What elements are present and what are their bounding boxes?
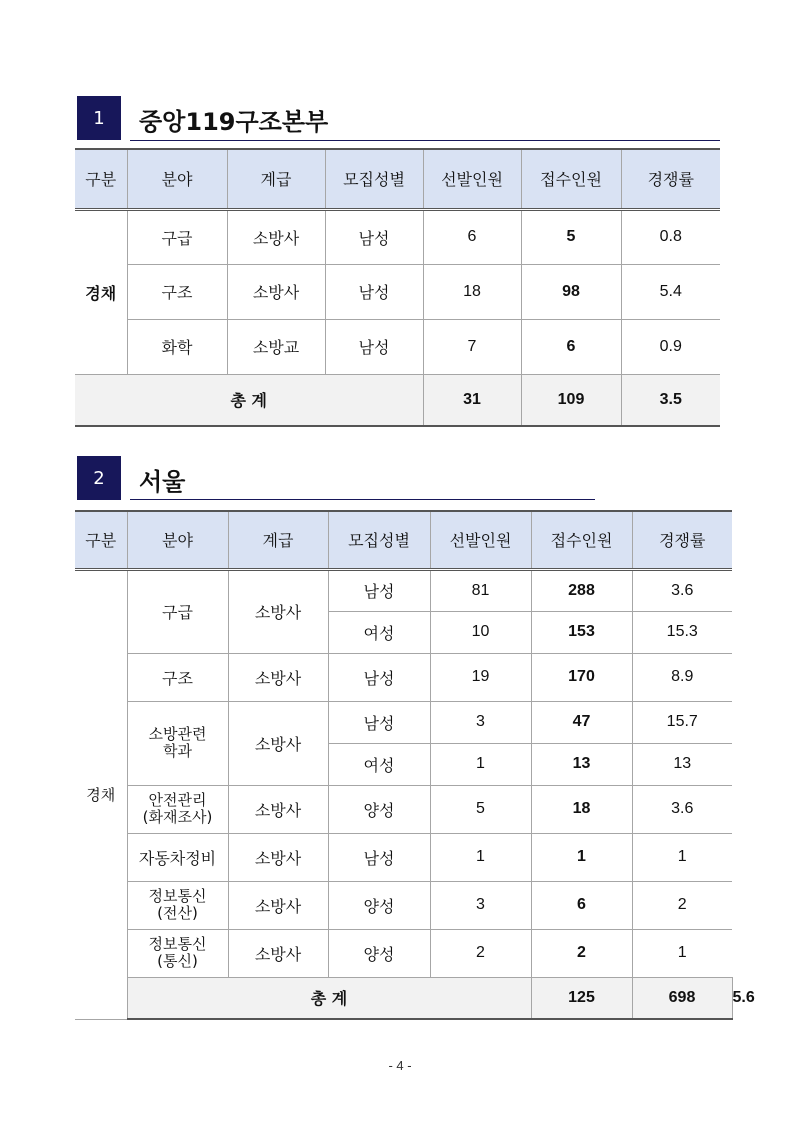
rank-cell: 소방사: [227, 264, 325, 319]
table-1-header-row: [75, 149, 720, 209]
applied-cell: 47: [531, 701, 632, 743]
applied-cell: 288: [531, 569, 632, 611]
field-cell: [127, 701, 228, 785]
header-category: 구분: [75, 149, 127, 209]
total-applied: 698: [632, 977, 732, 1019]
gender-cell: 남성: [325, 264, 423, 319]
total-label: 총 계: [127, 977, 531, 1019]
gender-cell: 남성: [325, 209, 423, 264]
rank-cell: 소방사: [228, 929, 328, 977]
table-row: [75, 569, 732, 611]
table-row: [75, 319, 720, 374]
rate-cell: 13: [632, 743, 732, 785]
selected-cell: 10: [430, 611, 531, 653]
field-line-1: 소방관련: [148, 724, 207, 743]
field-line-2: 학과: [163, 742, 192, 760]
gender-cell: 양성: [328, 785, 430, 833]
selected-cell: 81: [430, 569, 531, 611]
gender-cell: 남성: [328, 701, 430, 743]
gender-cell: 남성: [325, 319, 423, 374]
section-1-header: [77, 96, 328, 140]
rank-cell: 소방사: [228, 833, 328, 881]
field-cell: [127, 881, 228, 929]
field-cell: 구조: [127, 264, 227, 319]
rate-cell: 8.9: [632, 653, 732, 701]
header-selected: 선발인원: [423, 149, 521, 209]
table-row: [75, 785, 732, 833]
selected-cell: 5: [430, 785, 531, 833]
header-category: 구분: [75, 511, 127, 569]
rank-cell: 소방사: [228, 653, 328, 701]
field-cell: 구급: [127, 209, 227, 264]
header-applied: 접수인원: [521, 149, 621, 209]
field-cell: 자동차정비: [127, 833, 228, 881]
rate-cell: 1: [632, 929, 732, 977]
rate-cell: 5.4: [621, 264, 720, 319]
applied-cell: 1: [531, 833, 632, 881]
section-1-title: 중앙119구조본부: [139, 108, 329, 136]
total-applied: 109: [521, 374, 621, 426]
header-rank: 계급: [227, 149, 325, 209]
header-applied: 접수인원: [531, 511, 632, 569]
rank-cell: 소방사: [227, 209, 325, 264]
header-gender: 모집성별: [325, 149, 423, 209]
table-row: [75, 881, 732, 929]
total-row: [75, 374, 720, 426]
applied-cell: 18: [531, 785, 632, 833]
field-line-2: (통신): [157, 952, 198, 970]
rank-cell: 소방사: [228, 701, 328, 785]
total-selected: 125: [531, 977, 632, 1019]
table-row: [75, 701, 732, 743]
table-row: [75, 929, 732, 977]
field-line-1: 안전관리: [148, 790, 207, 809]
table-row: [75, 653, 732, 701]
section-2-number: 2: [77, 456, 121, 500]
total-row: 총 계 125 698 5.6: [75, 977, 732, 1019]
rate-cell: 15.3: [632, 611, 732, 653]
field-cell: [127, 785, 228, 833]
field-line-2: (화재조사): [142, 808, 213, 826]
field-line-2: (전산): [157, 904, 198, 922]
section-1-underline: [130, 140, 720, 141]
applied-cell: 98: [521, 264, 621, 319]
field-cell: [127, 929, 228, 977]
field-cell: 구조: [127, 653, 228, 701]
gender-cell: 남성: [328, 833, 430, 881]
gender-cell: 남성: [328, 569, 430, 611]
selected-cell: 2: [430, 929, 531, 977]
header-rate: 경쟁률: [632, 511, 732, 569]
section-1-number: 1: [77, 96, 121, 140]
field-line-1: 정보통신: [148, 886, 207, 905]
applied-cell: 170: [531, 653, 632, 701]
header-selected: 선발인원: [430, 511, 531, 569]
gender-cell: 양성: [328, 929, 430, 977]
applied-cell: 153: [531, 611, 632, 653]
header-field: 분야: [127, 149, 227, 209]
applied-cell: 5: [521, 209, 621, 264]
gender-cell: 양성: [328, 881, 430, 929]
section-2-underline: [130, 499, 595, 500]
applied-cell: 2: [531, 929, 632, 977]
page-number: - 4 -: [388, 1058, 412, 1073]
selected-cell: 7: [423, 319, 521, 374]
rate-cell: 3.6: [632, 785, 732, 833]
rate-cell: 1: [632, 833, 732, 881]
rate-cell: 3.6: [632, 569, 732, 611]
header-gender: 모집성별: [328, 511, 430, 569]
header-rate: 경쟁률: [621, 149, 720, 209]
selected-cell: 3: [430, 881, 531, 929]
field-cell: 구급: [127, 569, 228, 653]
header-rank: 계급: [228, 511, 328, 569]
section-2-title: 서울: [139, 468, 186, 496]
rank-cell: 소방사: [228, 785, 328, 833]
header-field: 분야: [127, 511, 228, 569]
category-cell: 경채: [75, 569, 127, 1019]
table-row: [75, 209, 720, 264]
applied-cell: 6: [531, 881, 632, 929]
rate-cell: 0.8: [621, 209, 720, 264]
section-2-header: [77, 456, 185, 500]
gender-cell: 여성: [328, 743, 430, 785]
table-1: [75, 148, 720, 427]
selected-cell: 19: [430, 653, 531, 701]
applied-cell: 6: [521, 319, 621, 374]
rate-cell: 0.9: [621, 319, 720, 374]
rank-cell: 소방사: [228, 569, 328, 653]
rate-cell: 2: [632, 881, 732, 929]
selected-cell: 3: [430, 701, 531, 743]
total-rate: 3.5: [621, 374, 720, 426]
gender-cell: 여성: [328, 611, 430, 653]
table-2-header-row: [75, 511, 732, 569]
category-cell: 경채: [75, 209, 127, 374]
rank-cell: 소방사: [228, 881, 328, 929]
rate-cell: 15.7: [632, 701, 732, 743]
gender-cell: 남성: [328, 653, 430, 701]
selected-cell: 1: [430, 743, 531, 785]
table-row: [75, 264, 720, 319]
total-label: 총 계: [75, 374, 423, 426]
field-line-1: 정보통신: [148, 934, 207, 953]
selected-cell: 18: [423, 264, 521, 319]
table-2: [75, 510, 755, 1020]
total-selected: 31: [423, 374, 521, 426]
applied-cell: 13: [531, 743, 632, 785]
field-cell: 화학: [127, 319, 227, 374]
table-row: [75, 833, 732, 881]
selected-cell: 1: [430, 833, 531, 881]
rank-cell: 소방교: [227, 319, 325, 374]
selected-cell: 6: [423, 209, 521, 264]
